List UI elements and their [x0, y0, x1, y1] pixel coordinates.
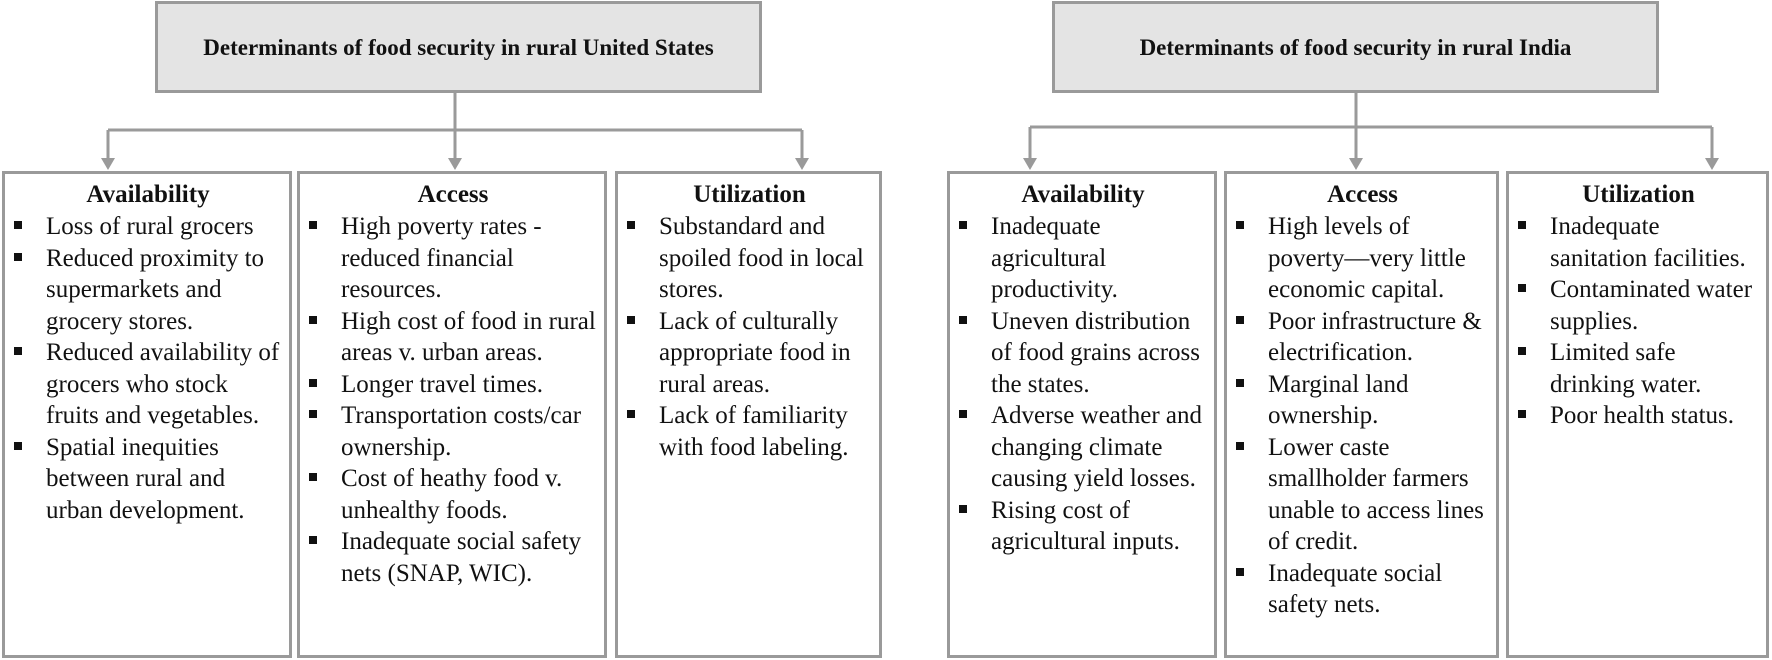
left-tree-arrowheads	[101, 158, 809, 170]
right-tree-connectors	[1030, 93, 1712, 160]
list-item: Cost of heathy food v. unhealthy foods.	[306, 463, 600, 526]
list-item: High poverty rates - reduced financial resources.	[306, 211, 600, 306]
list-item: Marginal land ownership.	[1233, 369, 1492, 432]
list-item: Poor health status.	[1515, 400, 1762, 432]
list-item: Reduced availability of grocers who stock fruits and vegetables.	[11, 337, 285, 432]
india-availability-title: Availability	[1021, 181, 1145, 208]
india-utilization-title: Utilization	[1582, 181, 1695, 208]
us-access-title: Access	[417, 181, 489, 208]
india-header-title: Determinants of food security in rural India	[1139, 34, 1572, 60]
us-header-box	[155, 1, 762, 93]
left-tree-connectors	[108, 93, 802, 160]
us-availability-list	[11, 211, 285, 526]
us-access-list	[306, 211, 600, 589]
india-access-title: Access	[1327, 181, 1398, 208]
list-item: Inadequate agricultural productivity.	[956, 211, 1210, 306]
india-availability-box	[947, 171, 1217, 658]
list-item: Poor infrastructure & electrification.	[1233, 306, 1492, 369]
list-item: Reduced proximity to supermarkets and grocery stores.	[11, 243, 285, 338]
india-access-box	[1224, 171, 1499, 658]
list-item: High cost of food in rural areas v. urban areas.	[306, 306, 600, 369]
list-item: Inadequate social safety nets (SNAP, WIC).	[306, 526, 600, 589]
list-item: Lack of culturally appropriate food in rural areas.	[624, 306, 875, 401]
list-item: Contaminated water supplies.	[1515, 274, 1762, 337]
list-item: High levels of poverty—very little economic capital.	[1233, 211, 1492, 306]
india-access-list	[1233, 211, 1492, 621]
us-header-title: Determinants of food security in rural United States	[203, 34, 714, 60]
us-availability-title: Availability	[86, 181, 210, 208]
list-item: Inadequate social safety nets.	[1233, 558, 1492, 621]
list-item: Loss of rural grocers	[11, 211, 285, 243]
india-utilization-list	[1515, 211, 1762, 432]
us-availability-box	[2, 171, 292, 658]
list-item: Longer travel times.	[306, 369, 600, 401]
list-item: Inadequate sanitation facilities.	[1515, 211, 1762, 274]
india-availability-list	[956, 211, 1210, 558]
list-item: Lower caste smallholder farmers unable to access lines of credit.	[1233, 432, 1492, 558]
us-access-box	[297, 171, 607, 658]
us-utilization-list	[624, 211, 875, 463]
us-utilization-title: Utilization	[693, 181, 806, 208]
list-item: Limited safe drinking water.	[1515, 337, 1762, 400]
us-utilization-box	[615, 171, 882, 658]
list-item: Adverse weather and changing climate causing yield losses.	[956, 400, 1210, 495]
list-item: Substandard and spoiled food in local stores.	[624, 211, 875, 306]
list-item: Spatial inequities between rural and urban development.	[11, 432, 285, 527]
list-item: Transportation costs/car ownership.	[306, 400, 600, 463]
list-item: Uneven distribution of food grains across the states.	[956, 306, 1210, 401]
list-item: Rising cost of agricultural inputs.	[956, 495, 1210, 558]
list-item: Lack of familiarity with food labeling.	[624, 400, 875, 463]
right-tree-arrowheads	[1023, 158, 1719, 170]
india-header-box	[1052, 1, 1659, 93]
india-utilization-box	[1506, 171, 1769, 658]
